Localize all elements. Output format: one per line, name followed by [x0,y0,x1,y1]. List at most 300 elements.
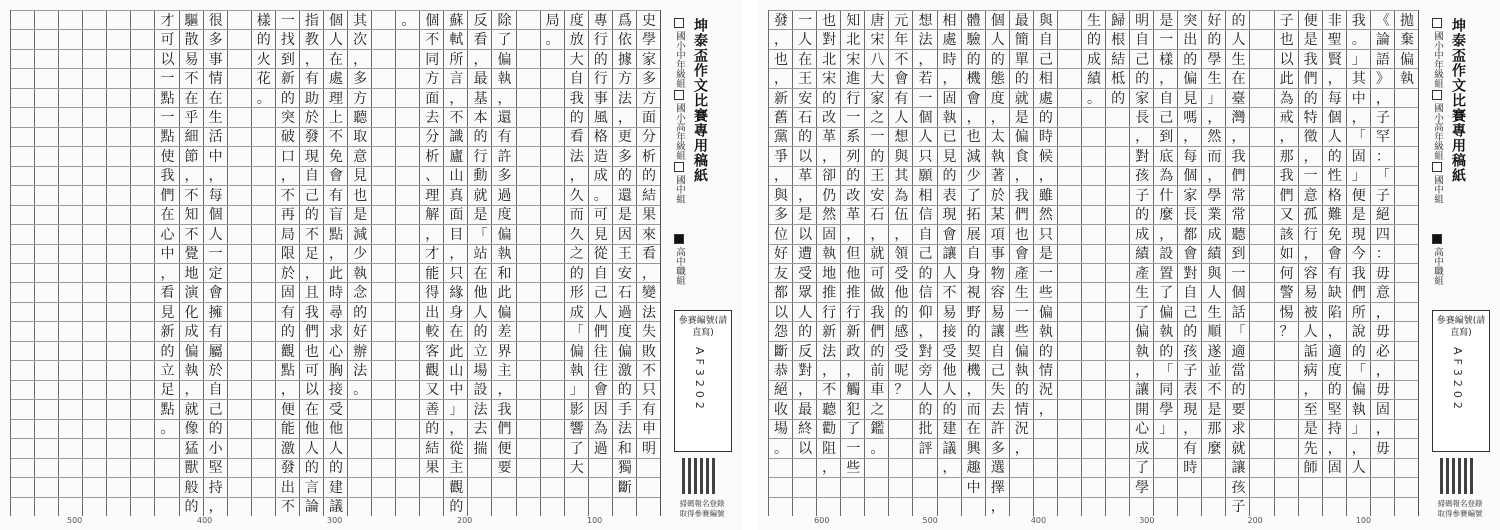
grid-cell [589,497,613,517]
grid-cell: 。 [396,10,420,30]
grid-cell [372,88,396,108]
grid-cell: 會 [962,88,986,108]
grid-column [371,10,396,516]
grid-cell [35,49,59,69]
grid-cell [107,302,131,322]
grid-cell: 開 [1130,399,1154,419]
grid-cell [1250,399,1274,419]
category-label: 國小高年級組 [1432,103,1443,160]
grid-cell: 的 [1323,146,1347,166]
grid-cell: 只 [444,263,468,283]
grid-cell: 自 [986,341,1010,361]
grid-cell [541,399,565,419]
category-option[interactable] [1428,18,1444,88]
grid-cell [1058,419,1082,439]
grid-cell: 了 [962,185,986,205]
grid-cell: 因 [613,224,637,244]
grid-cell: 的 [1082,29,1106,49]
grid-cell: 毋 [1371,438,1395,458]
grid-cell: 但 [841,244,865,264]
grid-cell [35,244,59,264]
grid-cell [252,166,276,186]
grid-cell [1371,477,1395,497]
grid-cell [1082,224,1106,244]
grid-cell: 分 [637,127,661,147]
grid-cell: 差 [492,321,516,341]
grid-cell: 毋 [1371,380,1395,400]
checkbox-icon[interactable] [674,234,684,244]
grid-cell: 自 [1130,29,1154,49]
grid-cell: 是 [468,205,492,225]
grid-cell: 樣 [1154,49,1178,69]
grid-cell [1106,497,1130,517]
grid-cell: 都 [1178,224,1202,244]
grid-cell [1106,438,1130,458]
grid-cell: 生 [1130,282,1154,302]
grid-column [1322,10,1347,516]
grid-cell: 偏 [1130,321,1154,341]
grid-cell: 的 [841,166,865,186]
grid-cell: 恭 [769,360,793,380]
grid-cell [107,321,131,341]
grid-cell [35,146,59,166]
grid-cell [155,497,179,517]
grid-cell [1082,282,1106,302]
grid-cell: 為 [589,419,613,439]
grid-cell [769,458,793,478]
checkbox-icon[interactable] [1432,162,1442,172]
grid-cell: 遂 [1202,341,1226,361]
grid-cell: ， [300,263,324,283]
grid-cell: ， [1323,68,1347,88]
grid-cell: 情 [204,68,228,88]
grid-cell: 》 [1371,68,1395,88]
grid-cell: 偏 [1010,127,1034,147]
grid-cell: 他 [324,419,348,439]
grid-cell: 鑑 [865,419,889,439]
grid-cell: 發 [769,10,793,30]
grid-cell [131,477,155,497]
grid-column [1201,10,1226,516]
grid-cell: 若 [913,68,937,88]
grid-cell: 山 [444,166,468,186]
grid-cell: ， [276,380,300,400]
grid-cell [35,321,59,341]
grid-cell: 與 [1034,10,1058,30]
grid-cell [1082,399,1106,419]
grid-cell: 最 [1010,10,1034,30]
grid-cell: 和 [492,263,516,283]
grid-cell: ， [1154,224,1178,244]
grid-cell [396,360,420,380]
grid-cell [252,321,276,341]
grid-cell: 基 [468,88,492,108]
grid-cell [252,419,276,439]
grid-cell: 言 [444,68,468,88]
grid-cell: 斷 [769,341,793,361]
grid-cell [1058,302,1082,322]
grid-cell: 破 [276,127,300,147]
grid-cell: 們 [1275,185,1299,205]
grid-cell [1106,185,1130,205]
grid-cell: 因 [589,399,613,419]
grid-cell: 人 [204,224,228,244]
grid-cell: 少 [962,166,986,186]
grid-cell: 接 [324,380,348,400]
grid-cell: ， [865,224,889,244]
grid-cell: 。 [865,438,889,458]
grid-cell: 是 [1299,419,1323,439]
grid-cell [1154,458,1178,478]
category-option[interactable] [670,18,686,88]
grid-column [1394,10,1419,516]
grid-cell: 產 [1010,263,1034,283]
category-option[interactable] [670,162,686,204]
grid-cell: 人 [913,380,937,400]
grid-cell: 黨 [769,127,793,147]
grid-cell: 論 [1371,29,1395,49]
grid-cell: ， [300,49,324,69]
grid-column [1225,10,1250,516]
grid-cell [1395,399,1419,419]
grid-cell: 屬 [204,341,228,361]
grid-cell: ， [769,29,793,49]
grid-cell [228,205,252,225]
grid-cell [1082,205,1106,225]
grid-cell: 我 [1010,185,1034,205]
grid-cell: 。 [252,88,276,108]
grid-cell [252,341,276,361]
grid-cell: 久 [565,185,589,205]
grid-cell: ， [613,107,637,127]
grid-cell [83,458,107,478]
grid-cell [517,49,541,69]
grid-cell: 都 [769,282,793,302]
grid-cell: 的 [1178,49,1202,69]
qr-code-icon[interactable] [682,458,718,494]
grid-cell: 於 [300,107,324,127]
grid-cell: 某 [986,205,1010,225]
grid-cell: ？ [889,380,913,400]
grid-cell: 偏 [492,302,516,322]
grid-column [58,10,83,516]
grid-cell [131,341,155,361]
grid-cell [252,282,276,302]
grid-cell: 在 [444,321,468,341]
grid-cell: 偏 [1395,49,1419,69]
grid-cell: 失 [637,321,661,341]
grid-cell [348,419,372,439]
grid-cell [565,497,589,517]
grid-cell: 去 [468,419,492,439]
grid-cell [59,146,83,166]
grid-cell: 特 [1299,107,1323,127]
grid-cell [1130,497,1154,517]
checkbox-icon[interactable] [1432,90,1442,100]
grid-cell: 前 [865,360,889,380]
grid-cell [793,477,817,497]
grid-cell: 就 [1226,438,1250,458]
grid-cell [1250,224,1274,244]
checkbox-icon[interactable] [674,90,684,100]
grid-cell [228,263,252,283]
category-option[interactable] [1428,162,1444,204]
grid-cell: 雖 [1034,185,1058,205]
grid-cell: 己 [913,244,937,264]
grid-cell [1106,127,1130,147]
grid-cell [11,224,35,244]
grid-cell: ， [444,244,468,264]
grid-cell: 安 [865,185,889,205]
grid-cell: 執 [1154,321,1178,341]
grid-cell: 至 [1299,399,1323,419]
grid-cell [1082,458,1106,478]
grid-cell: 成 [1130,224,1154,244]
grid-cell: 然 [1034,205,1058,225]
grid-cell: 往 [589,341,613,361]
qr-code-icon[interactable] [1440,458,1476,494]
grid-cell [107,380,131,400]
grid-cell: ， [1299,244,1323,264]
grid-cell: 」 [1347,49,1371,69]
grid-cell [541,341,565,361]
grid-cell: 們 [865,321,889,341]
grid-cell: 業 [1202,205,1226,225]
grid-cell [396,399,420,419]
category-option[interactable] [1428,90,1444,160]
grid-cell: 不 [817,380,841,400]
grid-cell: 激 [276,438,300,458]
grid-cell: 受 [938,341,962,361]
checkbox-icon[interactable] [674,162,684,172]
grid-cell [83,477,107,497]
grid-cell [35,458,59,478]
grid-cell [372,146,396,166]
grid-cell: 較 [420,321,444,341]
grid-cell [1323,477,1347,497]
grid-cell: 想 [889,127,913,147]
grid-cell [131,49,155,69]
grid-cell [131,146,155,166]
grid-cell: 子 [1130,185,1154,205]
grid-cell: 被 [1299,302,1323,322]
grid-cell [348,438,372,458]
grid-cell [1395,185,1419,205]
grid-cell: ， [913,321,937,341]
grid-cell: 見 [1178,88,1202,108]
grid-cell [841,477,865,497]
grid-cell [1250,380,1274,400]
grid-cell [252,107,276,127]
grid-cell [1082,341,1106,361]
grid-cell [1058,263,1082,283]
grid-cell: 仍 [817,185,841,205]
checkbox-icon[interactable] [1432,234,1442,244]
grid-cell: 偏 [1178,68,1202,88]
grid-cell: 有 [637,399,661,419]
grid-cell: 況 [1010,419,1034,439]
grid-cell: 那 [1275,146,1299,166]
category-option[interactable] [1428,234,1444,285]
grid-cell: 的 [1106,88,1130,108]
category-option[interactable] [670,234,686,285]
grid-cell [372,321,396,341]
grid-cell: ， [204,497,228,517]
grid-cell: 好 [348,321,372,341]
grid-cell: 理 [420,185,444,205]
grid-cell: ， [817,458,841,478]
grid-cell [396,458,420,478]
category-label: 國小中年級組 [674,31,685,88]
grid-cell: 便 [1347,185,1371,205]
grid-cell: 火 [252,49,276,69]
grid-cell: 到 [276,49,300,69]
grid-cell [1395,224,1419,244]
grid-cell: 在 [180,88,204,108]
grid-cell: 勸 [817,419,841,439]
checkbox-icon[interactable] [674,18,684,28]
entry-number-value: AF3202 [693,347,706,413]
grid-cell [228,146,252,166]
grid-cell [1395,205,1419,225]
grid-cell: 然 [1202,127,1226,147]
grid-cell: 我 [865,302,889,322]
grid-column [612,10,637,516]
grid-cell [1299,497,1323,517]
grid-cell [613,497,637,517]
grid-cell: 偏 [1154,302,1178,322]
grid-cell: 依 [613,29,637,49]
sheet-title: 坤泰盃作文比賽專用稿紙 [1450,18,1466,183]
grid-cell [59,263,83,283]
grid-cell: 揣 [468,438,492,458]
grid-cell: 宋 [817,68,841,88]
grid-cell: 也 [348,185,372,205]
grid-cell [83,399,107,419]
grid-cell [107,88,131,108]
grid-cell: 的 [613,380,637,400]
grid-cell: 毋 [1371,321,1395,341]
grid-cell [1323,497,1347,517]
grid-cell: 我 [1347,10,1371,30]
grid-cell: 於 [276,263,300,283]
grid-cell: 不 [1202,380,1226,400]
grid-cell [1106,205,1130,225]
grid-cell: 列 [841,146,865,166]
grid-cell [1250,88,1274,108]
grid-cell: 收 [769,399,793,419]
grid-cell [11,458,35,478]
grid-cell [348,458,372,478]
grid-cell [372,49,396,69]
grid-cell: 爭 [769,146,793,166]
grid-cell: ， [1299,380,1323,400]
category-option[interactable] [670,90,686,160]
grid-column [1298,10,1323,516]
grid-cell: 法 [637,302,661,322]
grid-cell: 偏 [492,224,516,244]
grid-cell: 還 [492,107,516,127]
grid-cell [83,146,107,166]
grid-column [864,10,889,516]
grid-cell [1395,166,1419,186]
grid-cell [11,419,35,439]
grid-cell [889,477,913,497]
grid-cell [1058,49,1082,69]
grid-cell: 他 [468,282,492,302]
grid-cell: 們 [155,185,179,205]
grid-cell: 細 [180,127,204,147]
grid-cell [468,477,492,497]
grid-cell: 造 [589,146,613,166]
grid-cell: 中 [155,244,179,264]
grid-cell [541,88,565,108]
grid-cell: 尋 [324,302,348,322]
grid-cell: 緣 [444,282,468,302]
grid-cell: 執 [1034,321,1058,341]
grid-cell [1082,360,1106,380]
grid-cell [396,29,420,49]
grid-column [937,10,962,516]
grid-cell [1395,477,1419,497]
grid-cell [83,68,107,88]
grid-cell [228,341,252,361]
grid-cell [155,438,179,458]
grid-cell: 的 [1323,380,1347,400]
grid-cell: 自 [589,263,613,283]
grid-cell [372,419,396,439]
grid-cell: 風 [589,107,613,127]
grid-cell: 此 [444,341,468,361]
grid-cell [11,205,35,225]
grid-cell: 自 [565,68,589,88]
grid-cell: 己 [1130,49,1154,69]
grid-cell: 果 [420,458,444,478]
grid-cell: 的 [204,419,228,439]
grid-cell [131,68,155,88]
grid-cell: 心 [1130,419,1154,439]
checkbox-icon[interactable] [1432,18,1442,28]
grid-cell: 史 [637,10,661,30]
grid-cell [59,438,83,458]
grid-cell: 看 [468,29,492,49]
grid-cell: 物 [986,263,1010,283]
grid-cell [83,107,107,127]
grid-cell: 方 [348,88,372,108]
grid-cell [517,244,541,264]
grid-cell [396,166,420,186]
grid-cell [889,438,913,458]
grid-cell [1034,497,1058,517]
grid-cell: 自 [962,244,986,264]
grid-cell: 師 [1299,458,1323,478]
grid-column [1105,10,1130,516]
grid-cell: 臺 [1226,88,1250,108]
grid-cell: 只 [913,146,937,166]
grid-cell: 位 [769,224,793,244]
grid-cell [228,49,252,69]
grid-cell [228,419,252,439]
grid-cell: 易 [180,49,204,69]
grid-cell: 中 [962,477,986,497]
grid-column [203,10,228,516]
grid-cell: 生 [1226,49,1250,69]
grid-cell: 放 [565,29,589,49]
grid-cell: 犯 [841,399,865,419]
grid-cell: 為 [1275,88,1299,108]
grid-cell: 意 [1371,282,1395,302]
grid-cell [348,399,372,419]
